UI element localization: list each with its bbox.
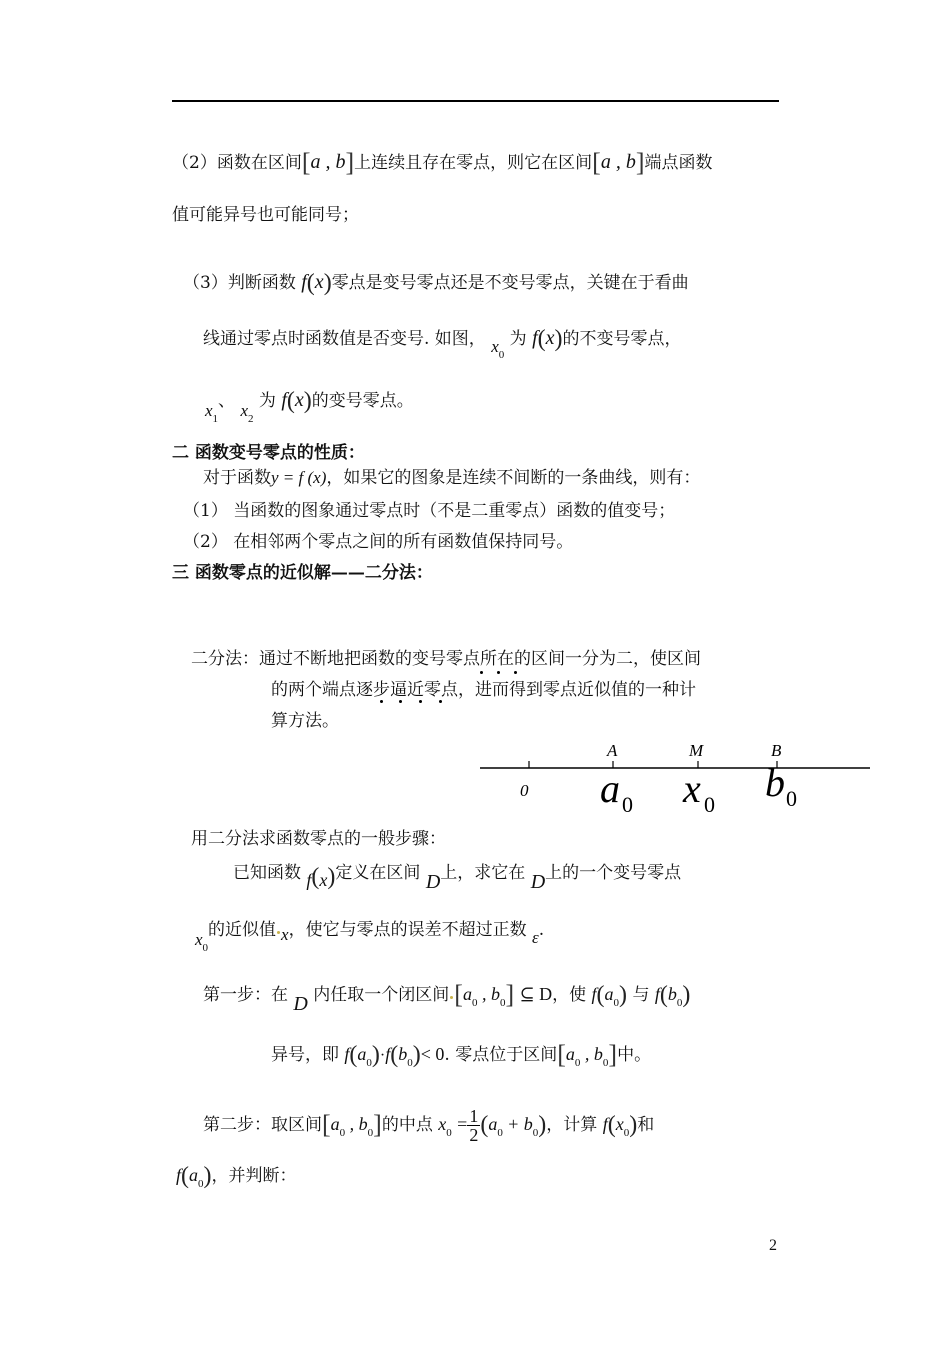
item3-text-b: 零点是变号零点还是不变号零点，关键在于看曲 (331, 273, 689, 293)
interval-ab-2: a , b (600, 151, 636, 173)
emphasis-dot (497, 671, 500, 674)
item3-line3: $x_1$、 $x_2$ 为 f(x)的变号零点。 (205, 388, 414, 425)
x0-symbol: x (491, 337, 499, 356)
y-equals-fx: y = f (x) (271, 468, 327, 487)
label-b0: b (765, 760, 785, 805)
label-M: M (689, 741, 704, 760)
item3-wei-2: 为 (258, 391, 276, 411)
item3-text-a: （3）判断函数 (183, 273, 296, 293)
x2-symbol: x (240, 401, 248, 420)
item3-text-c: 线通过零点时函数值是否变号. 如图， (203, 329, 486, 349)
one-half-fraction: $\frac{1}{2}$ (469, 1106, 479, 1145)
section2-intro: 对于函数y = f (x)，如果它的图象是连续不间断的一条曲线，则有： (203, 468, 701, 488)
emphasis-dot (439, 700, 442, 703)
item3-line1: （3）判断函数 f(x)零点是变号零点还是不变号零点，关键在于看曲 (183, 270, 689, 296)
label-a0-sub: 0 (622, 792, 633, 817)
emphasis-dot (480, 671, 483, 674)
label-x0-sub: 0 (704, 792, 715, 817)
label-A: A (607, 741, 618, 760)
equals-sign: = (457, 1114, 468, 1134)
header-rule (172, 100, 779, 102)
item2-line2: 值可能异号也可能同号； (172, 205, 359, 225)
domain-D-2: D (530, 871, 546, 893)
emphasis-dot (419, 700, 422, 703)
bisection-definition-line2: 的两个端点逐步逼近零点，进而得到零点近似值的一种计 (271, 680, 696, 700)
f-symbol: f (301, 271, 307, 293)
steps-known-line: 已知函数 f(x)定义在区间 D上，求它在 D上的一个变号零点 (233, 863, 682, 893)
item3-wei-1: 为 (509, 329, 527, 349)
approx-x: x (281, 925, 289, 944)
step1-line1: 第一步：在 D 内任取一个闭区间 [$a_0$ , $b_0$] ⊆ D，使 $f(a_0)$ 与 $f(b_0)$ (203, 980, 691, 1015)
domain-D-1: D (425, 871, 441, 893)
section2-point2: （2） 在相邻两个零点之间的所有函数值保持同号。 (183, 532, 574, 552)
emphasis-dot (514, 671, 517, 674)
label-x0: x (683, 766, 701, 811)
epsilon-symbol: ε (532, 928, 539, 947)
item3-text-e: 的变号零点。 (311, 391, 414, 411)
steps-approx-line: $x_0$的近似值 x，使它与零点的误差不超过正数 ε. (195, 920, 545, 954)
number-line-figure (470, 732, 880, 824)
interval-ab-1: a , b (310, 151, 346, 173)
section2-heading: 二 函数变号零点的性质： (172, 443, 365, 463)
label-B: B (771, 741, 782, 760)
separator: 、 (218, 391, 236, 411)
plus-sign: + (508, 1114, 519, 1134)
item2-line1: （2）函数在区间[a , b]上连续且存在零点，则它在区间[a , b]端点函数 (172, 148, 713, 177)
label-b0-sub: 0 (786, 786, 797, 811)
item2-text-b: 上连续且存在零点，则它在区间 (354, 153, 593, 173)
x-symbol: x (314, 271, 324, 293)
emphasis-dot (399, 700, 402, 703)
subset-D: ⊆ D (519, 984, 553, 1004)
page-number: 2 (769, 1237, 777, 1254)
section2-point1: （1） 当函数的图象通过零点时（不是二重零点）函数的值变号； (183, 501, 676, 521)
emphasis-dot (380, 700, 383, 703)
item2-text-a: （2）函数在区间 (172, 153, 302, 173)
label-origin: 0 (520, 781, 529, 800)
step2-line1: 第二步：取区间[$a_0$ , $b_0$]的中点 $x_0$ = $\frac{1}{2}$ $(a_0 + b_0)$，计算 $f(x_0)$和 (203, 1106, 655, 1145)
item2-text-c: 端点函数 (644, 153, 713, 173)
step1-line2: 异号，即 $f(a_0)\cdot f(b_0)< 0$. 零点位于区间[$a_0$ , $b_0$]中。 (271, 1040, 652, 1069)
label-a0: a (600, 766, 620, 811)
steps-intro: 用二分法求函数零点的一般步骤： (191, 829, 446, 849)
product-less-than-zero: < 0 (420, 1044, 445, 1064)
item3-text-d: 的不变号零点， (562, 329, 682, 349)
item3-line2: 线通过零点时函数值是否变号. 如图， $x_0$ 为 f(x)的不变号零点， (203, 326, 682, 361)
bisection-definition-line1: 二分法：通过不断地把函数的变号零点所在的区间一分为二，使区间 (191, 649, 701, 669)
section3-heading: 三 函数零点的近似解——二分法： (172, 563, 433, 583)
x1-symbol: x (205, 401, 213, 420)
step2-line2: $f(a_0)$，并判断： (176, 1163, 297, 1190)
bisection-definition-line3: 算方法。 (271, 711, 339, 731)
